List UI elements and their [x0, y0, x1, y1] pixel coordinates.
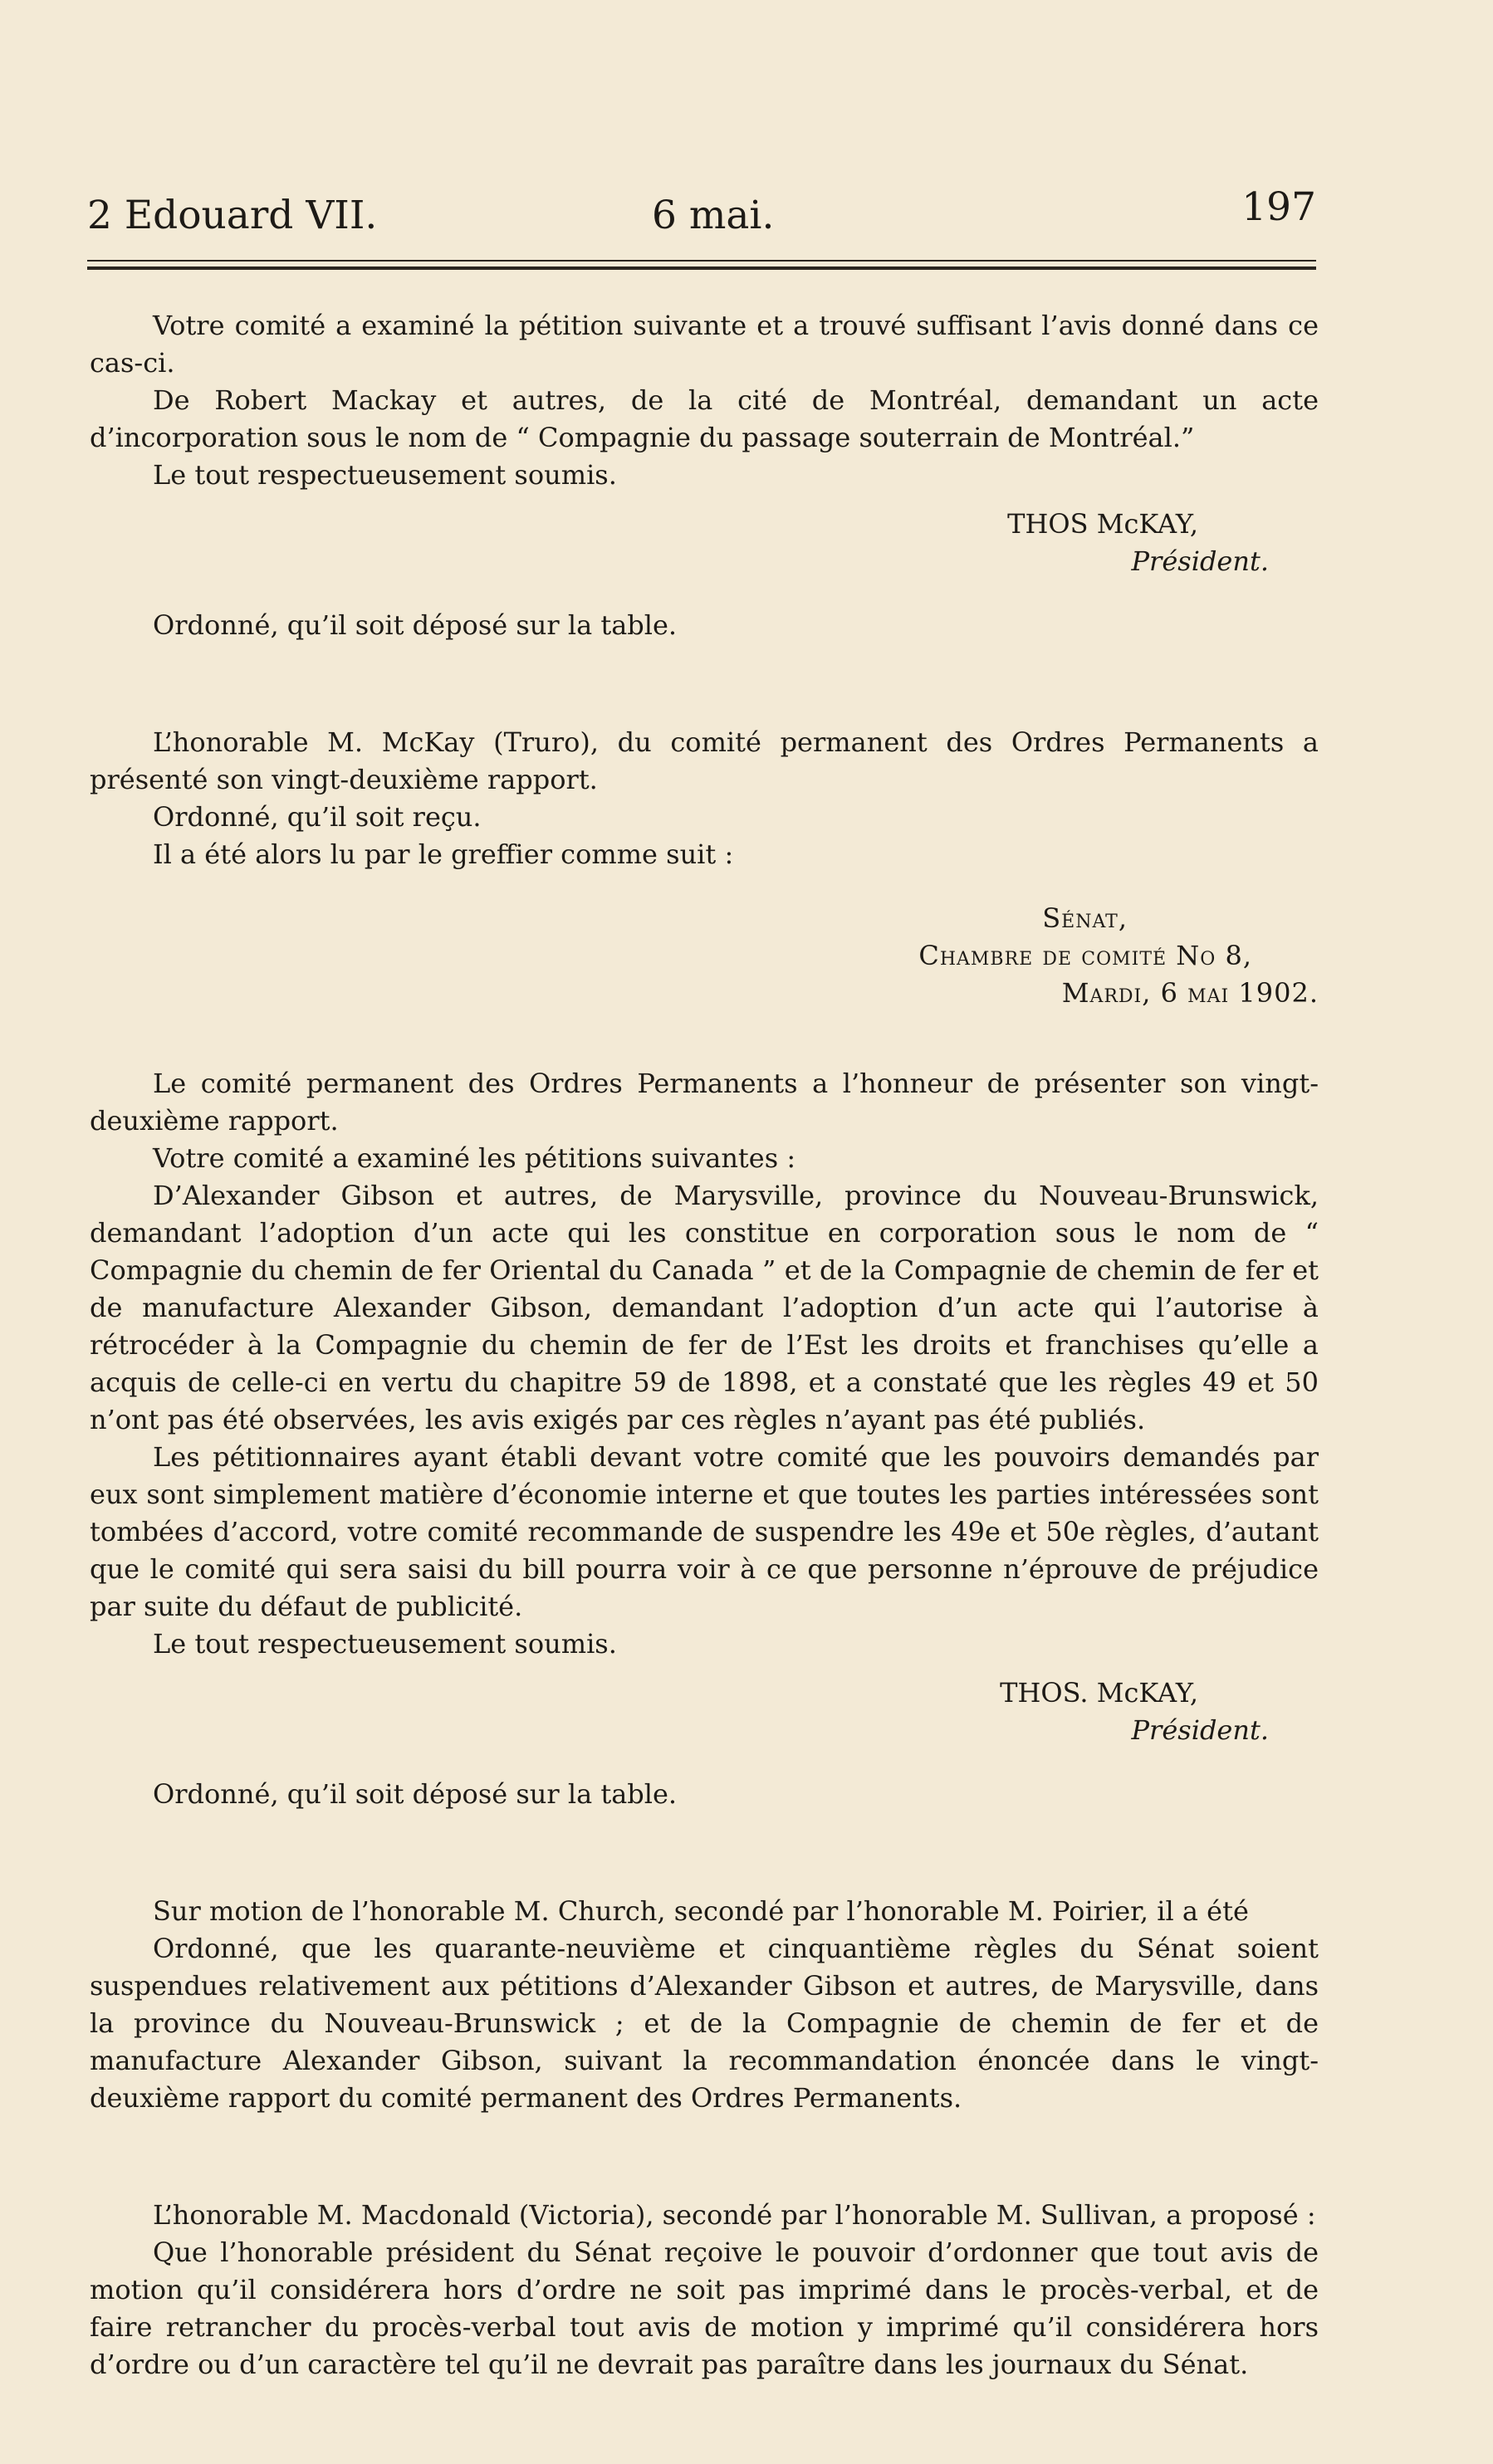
page-number: 197: [1241, 184, 1316, 230]
running-header: [87, 184, 1316, 242]
header-rule-thick: [87, 266, 1316, 270]
paragraph: Il a été alors lu par le greffier comme suit :: [153, 838, 734, 870]
paragraph: Votre comité a examiné la pétition suivante et a trouvé suffisant l’avis donné dans ce cas-ci.: [90, 310, 1319, 379]
paragraph: Que l’honorable président du Sénat reçoive le pouvoir d’ordonner que tout avis de motion qu’il considérera hors d’ordre ne soit pas imprimé dans le procès-verbal, et de faire retrancher du procès-verbal tout avis de motion y imprimé qu’il considérera hors d’ordre ou d’un caractère tel qu’il ne devrait pas paraître dans les journaux du Sénat.: [90, 2237, 1319, 2380]
paragraph: Ordonné, que les quarante-neuvième et cinquantième règles du Sénat soient suspendues relativement aux pétitions d’Alexander Gibson et autres, de Marysville, dans la province du Nouveau-Brunswick ; et de la Compagnie de chemin de fer et de manufacture Alexander Gibson, suivant la recommandation énoncée dans le vingt-deuxième rapport du comité permanent des Ordres Permanents.: [90, 1933, 1319, 2114]
signature-name: THOS. McKAY,: [1000, 1677, 1198, 1709]
header-date: 6 mai.: [652, 193, 775, 238]
signature-title: Président.: [1131, 1714, 1269, 1746]
header-rule-thin: [87, 260, 1316, 262]
header-volume: 2 Edouard VII.: [87, 193, 378, 238]
paragraph: Ordonné, qu’il soit reçu.: [153, 801, 482, 833]
paragraph: Le tout respectueusement soumis.: [153, 1628, 617, 1660]
paragraph: Les pétitionnaires ayant établi devant votre comité que les pouvoirs demandés par eux sont simplement matière d’économie interne et que toutes les parties intéressées sont tombées d’accord, votre comité recommande de suspendre les 49e et 50e règles, d’autant que le comité qui sera saisi du bill pourra voir à ce que personne n’éprouve de préjudice par suite du défaut de publicité.: [90, 1441, 1319, 1622]
order-line: Ordonné, qu’il soit déposé sur la table.: [153, 609, 678, 641]
paragraph: Le comité permanent des Ordres Permanents a l’honneur de présenter son vingt-deuxième rapport.: [90, 1068, 1319, 1137]
paragraph: L’honorable M. McKay (Truro), du comité permanent des Ordres Permanents a présenté son vingt-deuxième rapport.: [90, 726, 1319, 795]
paragraph: Votre comité a examiné les pétitions suivantes :: [153, 1142, 796, 1174]
paragraph: De Robert Mackay et autres, de la cité de Montréal, demandant un acte d’incorporation sous le nom de “ Compagnie du passage souterrain de Montréal.”: [90, 384, 1319, 453]
page-body: [90, 307, 1319, 2383]
paragraph: L’honorable M. Macdonald (Victoria), secondé par l’honorable M. Sullivan, a proposé :: [153, 2199, 1316, 2231]
signature-name: THOS McKAY,: [1007, 508, 1198, 540]
report-heading-date: Mardi, 6 mai 1902.: [1061, 977, 1319, 1009]
order-line: Ordonné, qu’il soit déposé sur la table.: [153, 1778, 678, 1810]
paragraph: Sur motion de l’honorable M. Church, secondé par l’honorable M. Poirier, il a été: [153, 1895, 1249, 1927]
paragraph: D’Alexander Gibson et autres, de Marysville, province du Nouveau-Brunswick, demandant l’adoption d’un acte qui les constitue en corporation sous le nom de “ Compagnie du chemin de fer Oriental du Canada ” et de la Compagnie de chemin de fer et de manufacture Alexander Gibson, demandant l’adoption d’un acte qui l’autorise à rétrocéder à la Compagnie du chemin de fer de l’Est les droits et franchises qu’elle a acquis de celle-ci en vertu du chapitre 59 de 1898, et a constaté que les règles 49 et 50 n’ont pas été observées, les avis exigés par ces règles n’ayant pas été publiés.: [90, 1180, 1319, 1435]
paragraph: Le tout respectueusement soumis.: [153, 459, 617, 491]
signature-title: Président.: [1131, 545, 1269, 577]
report-heading-room: Chambre de comité No 8,: [918, 940, 1252, 971]
report-heading-senate: Sénat,: [1042, 902, 1128, 934]
